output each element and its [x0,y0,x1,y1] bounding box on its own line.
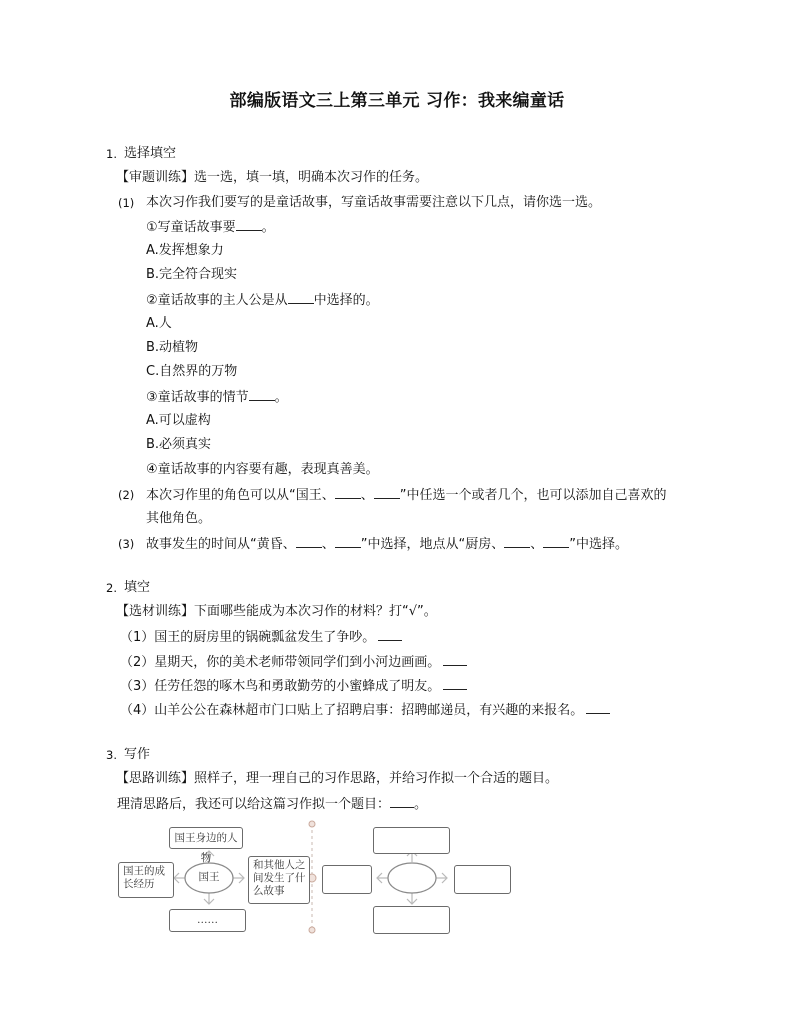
q2-number: (2) [118,488,135,502]
q1-sub1-prompt: ①写童话故事要 [146,220,236,235]
box-right [248,856,310,904]
q1-sub3-end: 。 [274,390,288,405]
q1-number: (1) [118,196,135,210]
list-item [120,701,610,720]
q2-text-part: 本次习作里的角色可以从“国王、 [146,488,335,503]
list-item-text: （3）任劳任怨的啄木鸟和勇敢勤劳的小蜜蜂成了明友。 [120,679,441,694]
q3-text-part: 故事发生的时间从“黄昏、 [146,537,296,552]
divider-ornament-icon [309,821,315,827]
option-item: A.可以虚构 [146,413,211,428]
section-3-number: 3. [106,748,117,762]
list-item [120,677,467,696]
answer-blank[interactable] [443,653,467,666]
box-left-line: 长经历 [123,878,155,890]
option-item: B.动植物 [146,340,199,355]
q2-text-part: 、 [360,488,374,503]
box-bottom: …… [169,909,246,932]
q3-text-part: ”中选择，地点从“厨房、 [360,537,505,552]
section-2-heading: 填空 [124,580,151,595]
title-line-end: 。 [414,797,428,812]
answer-blank[interactable] [543,535,569,548]
q3-text [146,535,628,554]
answer-box-right[interactable] [454,865,511,894]
section-3-intro: 【思路训练】照样子，理一理自己的习作思路，并给习作拟一个合适的题目。 [116,771,559,786]
q2-text-line2: 其他角色。 [146,511,212,526]
option-item: B.必须真实 [146,437,212,452]
q1-sub1 [146,218,275,237]
answer-blank[interactable] [504,535,530,548]
center-label: 国王 [198,871,220,883]
answer-blank[interactable] [335,486,361,499]
section-3-heading: 写作 [124,747,151,762]
list-item-text: （2）星期天，你的美术老师带领同学们到小河边画画。 [120,655,441,670]
q3-number: (3) [118,537,135,551]
section-2-intro: 【选材训练】下面哪些能成为本次习作的材料？打“√”。 [116,604,437,619]
divider-ornament-icon [309,927,315,933]
answer-blank[interactable] [296,535,322,548]
q3-text-part: 、 [321,537,335,552]
q3-text-part: 、 [530,537,544,552]
section-2-number: 2. [106,581,117,595]
q1-sub3 [146,388,288,407]
answer-blank[interactable] [374,486,400,499]
option-item: A.发挥想象力 [146,243,224,258]
q3-text-part: ”中选择。 [569,537,629,552]
q1-sub2-prompt: ②童话故事的主人公是从 [146,293,288,308]
q1-sub2 [146,291,379,310]
q1-sub2-end: 中选择的。 [313,293,379,308]
q2-text-part: ”中任选一个或者几个，也可以添加自己喜欢的 [399,488,667,503]
list-item [120,628,402,647]
title-line-text: 理清思路后，我还可以给这篇习作拟一个题目： [117,797,391,812]
answer-blank[interactable] [443,677,467,690]
q1-sub1-end: 。 [261,220,275,235]
answer-blank[interactable] [586,701,610,714]
answer-box-bottom[interactable] [373,906,450,934]
section-1-intro: 【审题训练】选一选，填一填，明确本次习作的任务。 [116,170,429,185]
list-item-text: （1）国王的厨房里的锅碗瓢盆发生了争吵。 [120,630,376,645]
list-item-text: （4）山羊公公在森林超市门口贴上了招聘启事：招聘邮递员，有兴趣的来报名。 [120,703,584,718]
answer-blank[interactable] [390,795,414,808]
answer-blank[interactable] [249,388,275,401]
section-1-number: 1. [106,147,117,161]
section-1-heading: 选择填空 [124,146,177,161]
option-item: C.自然界的万物 [146,364,238,379]
q1-text: 本次习作我们要写的是童话故事，写童话故事需要注意以下几点，请你选一选。 [146,195,602,210]
q1-sub3-prompt: ③童话故事的情节 [146,390,249,405]
option-item: A.人 [146,316,172,331]
answer-blank[interactable] [335,535,361,548]
answer-box-left[interactable] [322,865,372,894]
box-right-line: 和其他人之 [253,859,306,871]
answer-blank[interactable] [288,291,314,304]
answer-box-top[interactable] [373,827,450,854]
center-oval-blank [388,863,436,893]
page-title: 部编版语文三上第三单元 习作：我来编童话 [229,91,565,111]
box-right-line: 么故事 [253,885,285,897]
thought-diagram [112,820,532,940]
box-left [118,862,174,898]
q1-sub4: ④童话故事的内容要有趣，表现真善美。 [146,462,379,477]
box-right-line: 间发生了什 [253,872,306,884]
q2-text [146,486,667,505]
box-left-line: 国王的成 [123,865,165,877]
answer-blank[interactable] [236,218,262,231]
option-item: B.完全符合现实 [146,267,238,282]
answer-blank[interactable] [378,628,402,641]
list-item [120,653,467,672]
box-top: 国王身边的人物 [169,827,243,849]
section-3-title-line [117,795,427,814]
